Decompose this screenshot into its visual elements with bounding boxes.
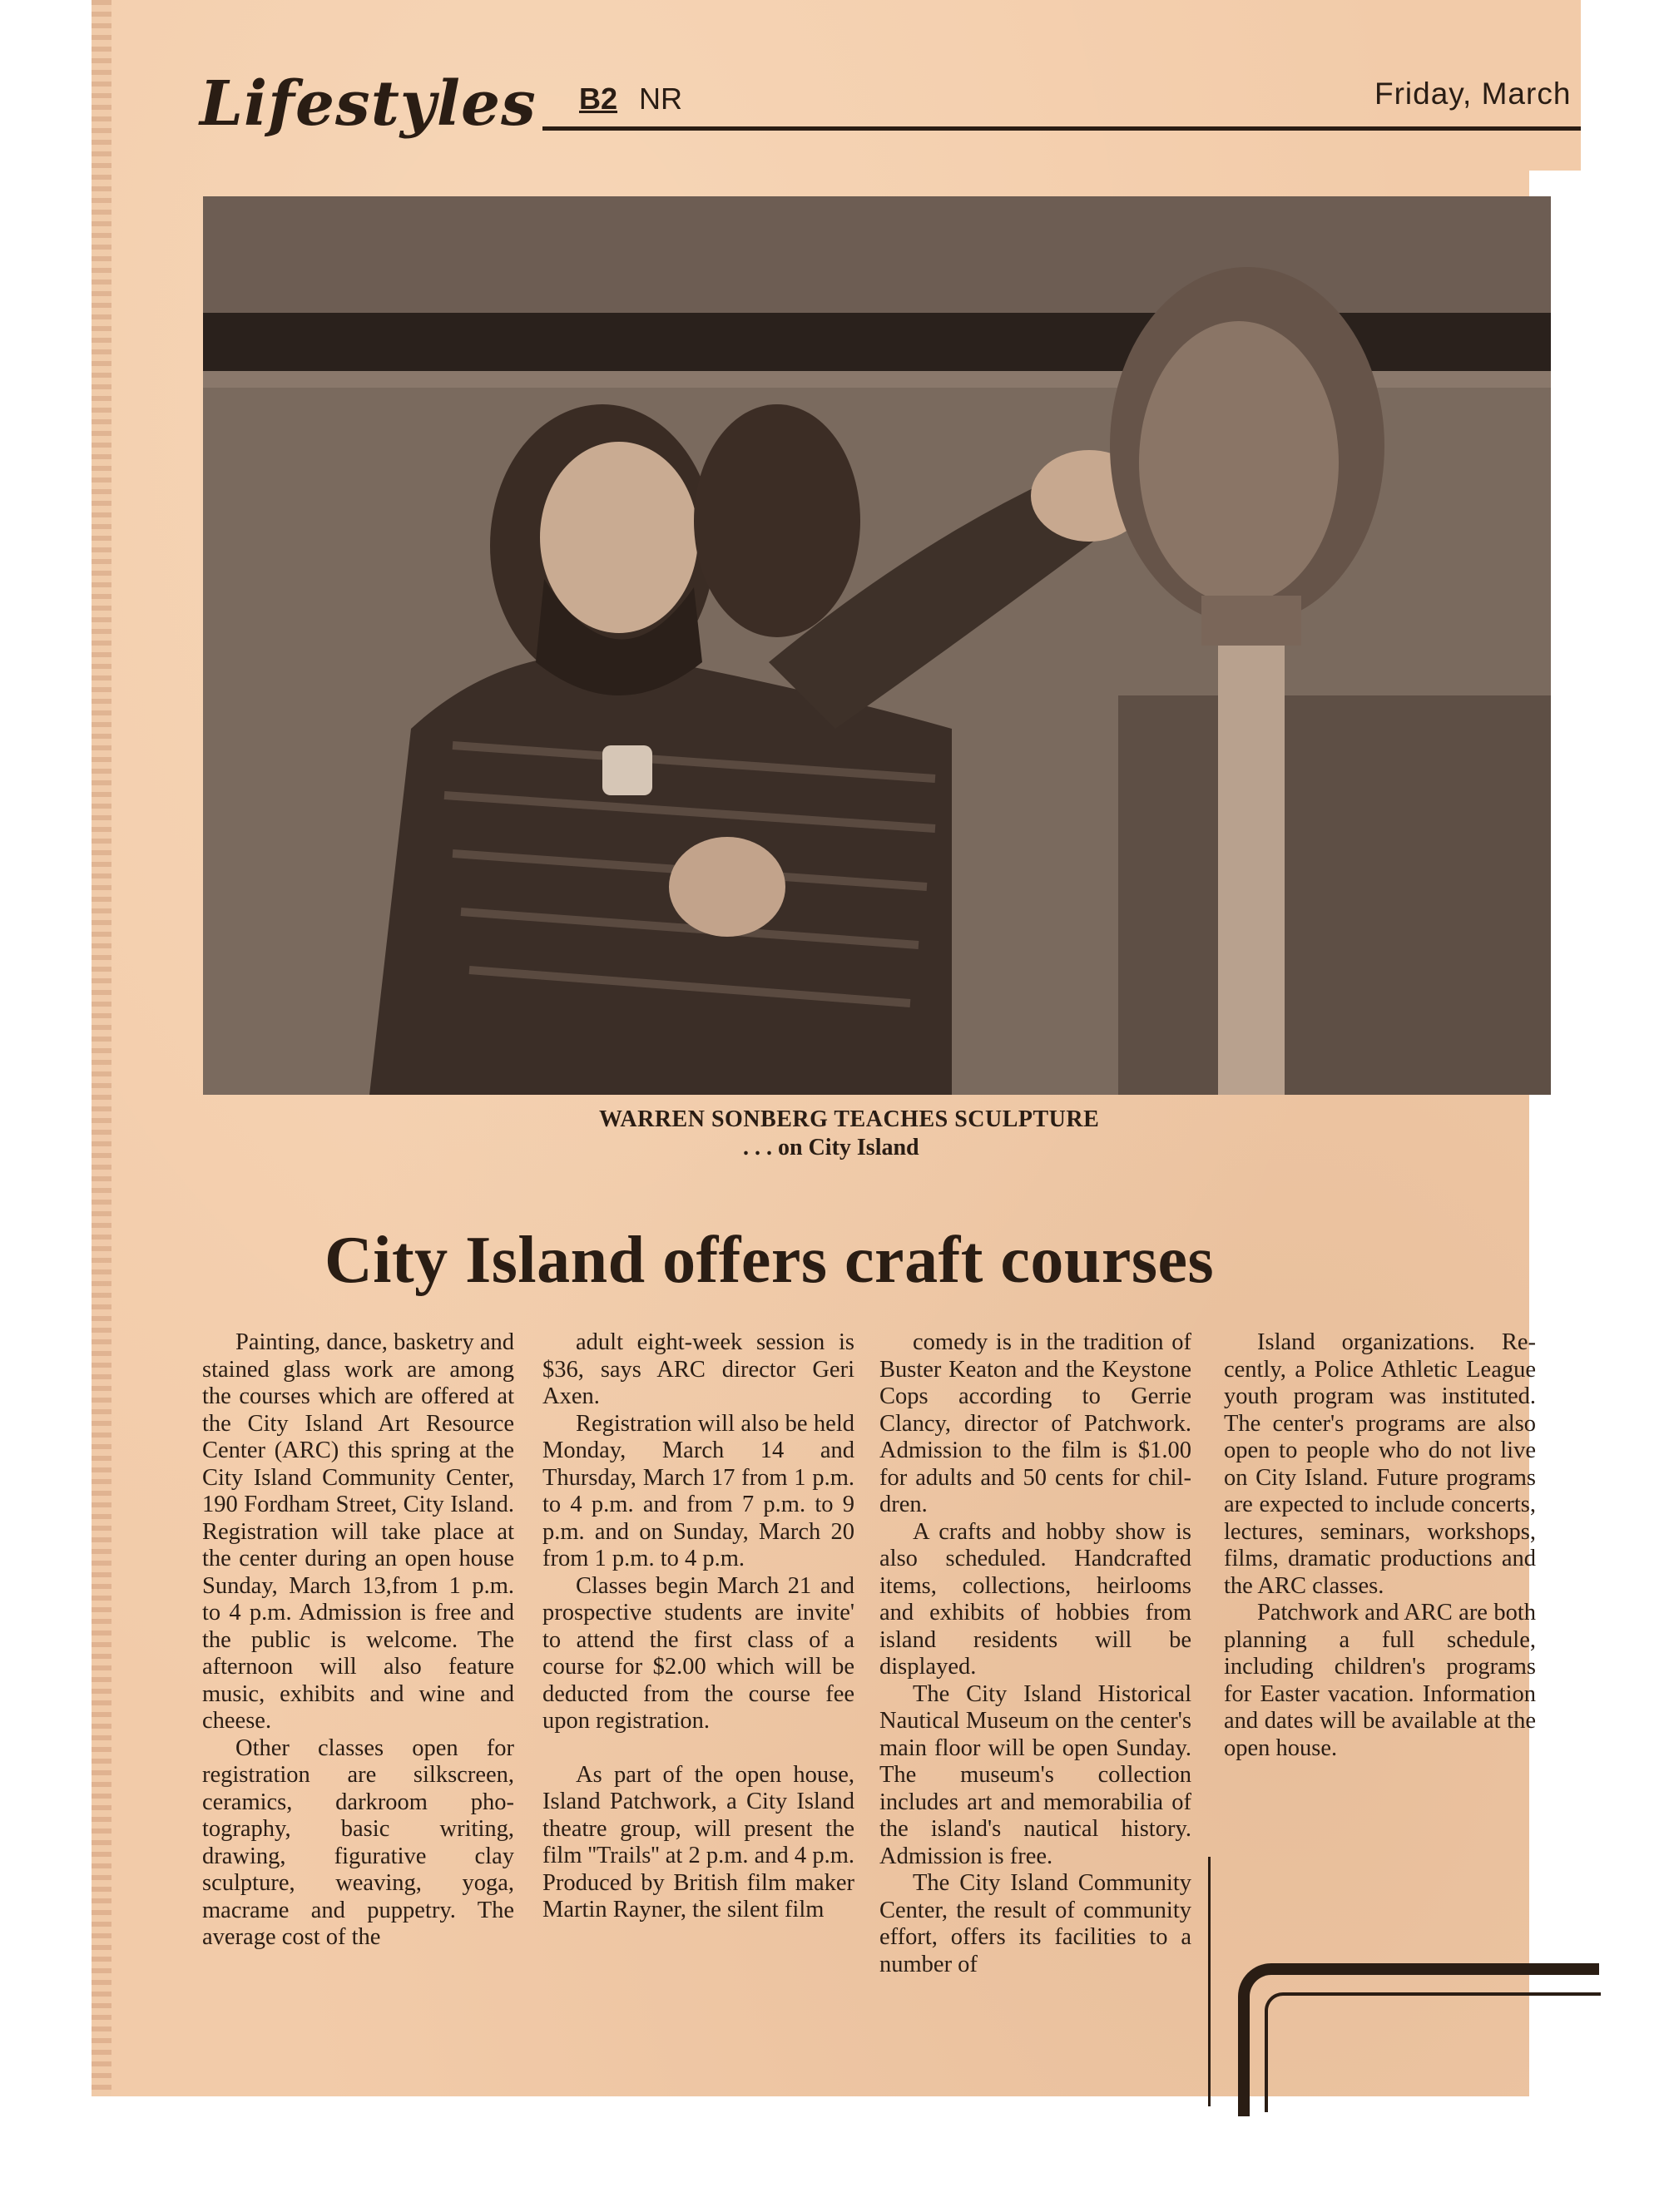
page-number: B2 (579, 82, 618, 116)
adjacent-box-inner-border (1265, 1992, 1601, 2112)
photo-caption-title: WARREN SONBERG TEACHES SCULPTURE (599, 1106, 1100, 1132)
column-divider (1208, 1857, 1211, 2106)
article-paragraph: A crafts and hobby show is also scheduled. Handcrafted items, collections, heirlooms and exhibits of hobbies from island residents will be displayed. (879, 1518, 1191, 1680)
section-title: Lifestyles (200, 68, 537, 140)
article-paragraph: Classes begin March 21 and prospective students are invite' to attend the first class of a course for $2.00 which will be deducted from the course fee upon registration. (542, 1572, 854, 1734)
issue-date: Friday, March (1374, 77, 1572, 111)
article-paragraph: The City Island Community Center, the result of community effort, offers its facilities to a number of (879, 1870, 1191, 1977)
article-column-3 (879, 1329, 1191, 1978)
photo-caption-subtitle: . . . on City Island (743, 1135, 919, 1160)
article-paragraph: adult eight-week session is $36, says ARC director Geri Axen. (542, 1329, 854, 1409)
article-paragraph: Other classes open for registration are silkscreen, ceramics, darkroom photography, basic writing, drawing, figurative clay sculpture, weaving, yoga, macrame and puppetry. The average cost of the (202, 1734, 514, 1950)
article-paragraph: Patchwork and ARC are both planning a full schedule, including children's programs for Easter vacation. Information and dates will be available at the open house. (1224, 1600, 1536, 1761)
article-paragraph: Registration will also be held Monday, March 14 and Thursday, March 17 from 1 p.m. to 4 p.m. and from 7 p.m. to 9 p.m. and on Sunday, March 20 from 1 p.m. to 4 p.m. (542, 1410, 854, 1571)
article-column-1 (202, 1329, 514, 1952)
header-rule (542, 126, 1581, 131)
article-headline: City Island offers craft courses (324, 1224, 1215, 1297)
article-paragraph: Island organizations. Recently, a Police Athletic League youth program was instituted. The center's programs are also open to people who do not live on City Island. Future programs are expected to include concerts, lectures, seminars, workshops, films, dramatic productions and the ARC classes. (1224, 1329, 1536, 1599)
edition-code: NR (639, 82, 683, 116)
article-paragraph: The City Island Historical Nautical Museum on the center's main floor will be open Sunday. The museum's collection includes art and memorabilia of the island's nautical history. Admission is free. (879, 1680, 1191, 1869)
photo-illustration (203, 196, 1551, 1095)
clipping-torn-edge (92, 0, 111, 2096)
article-column-4 (1224, 1329, 1536, 1762)
page-marker (579, 82, 682, 116)
article-paragraph: As part of the open house, Island Patchwork, a City Island theatre group, will present the film ''Trails'' at 2 p.m. and 4 p.m. Produced by British film maker Martin Rayner, the silent film (542, 1761, 854, 1923)
article-column-2 (542, 1329, 854, 1924)
article-paragraph: Painting, dance, basketry and stained glass work are among the courses which are offered at the City Island Art Resource Center (ARC) this spring at the City Island Community Center, 190 Fordham Street, City Island. Registration will take place at the center during an open house Sunday, March 13,from 1 p.m. to 4 p.m. Admission is free and the public is welcome. The afternoon will also feature music, exhibits and wine and cheese. (202, 1329, 514, 1734)
sculpture-photo (203, 196, 1551, 1095)
article-paragraph: comedy is in the tradition of Buster Keaton and the Keystone Cops according to Gerrie Clancy, director of Patchwork. Admission to the film is $1.00 for adults and 50 cents for children. (879, 1329, 1191, 1517)
